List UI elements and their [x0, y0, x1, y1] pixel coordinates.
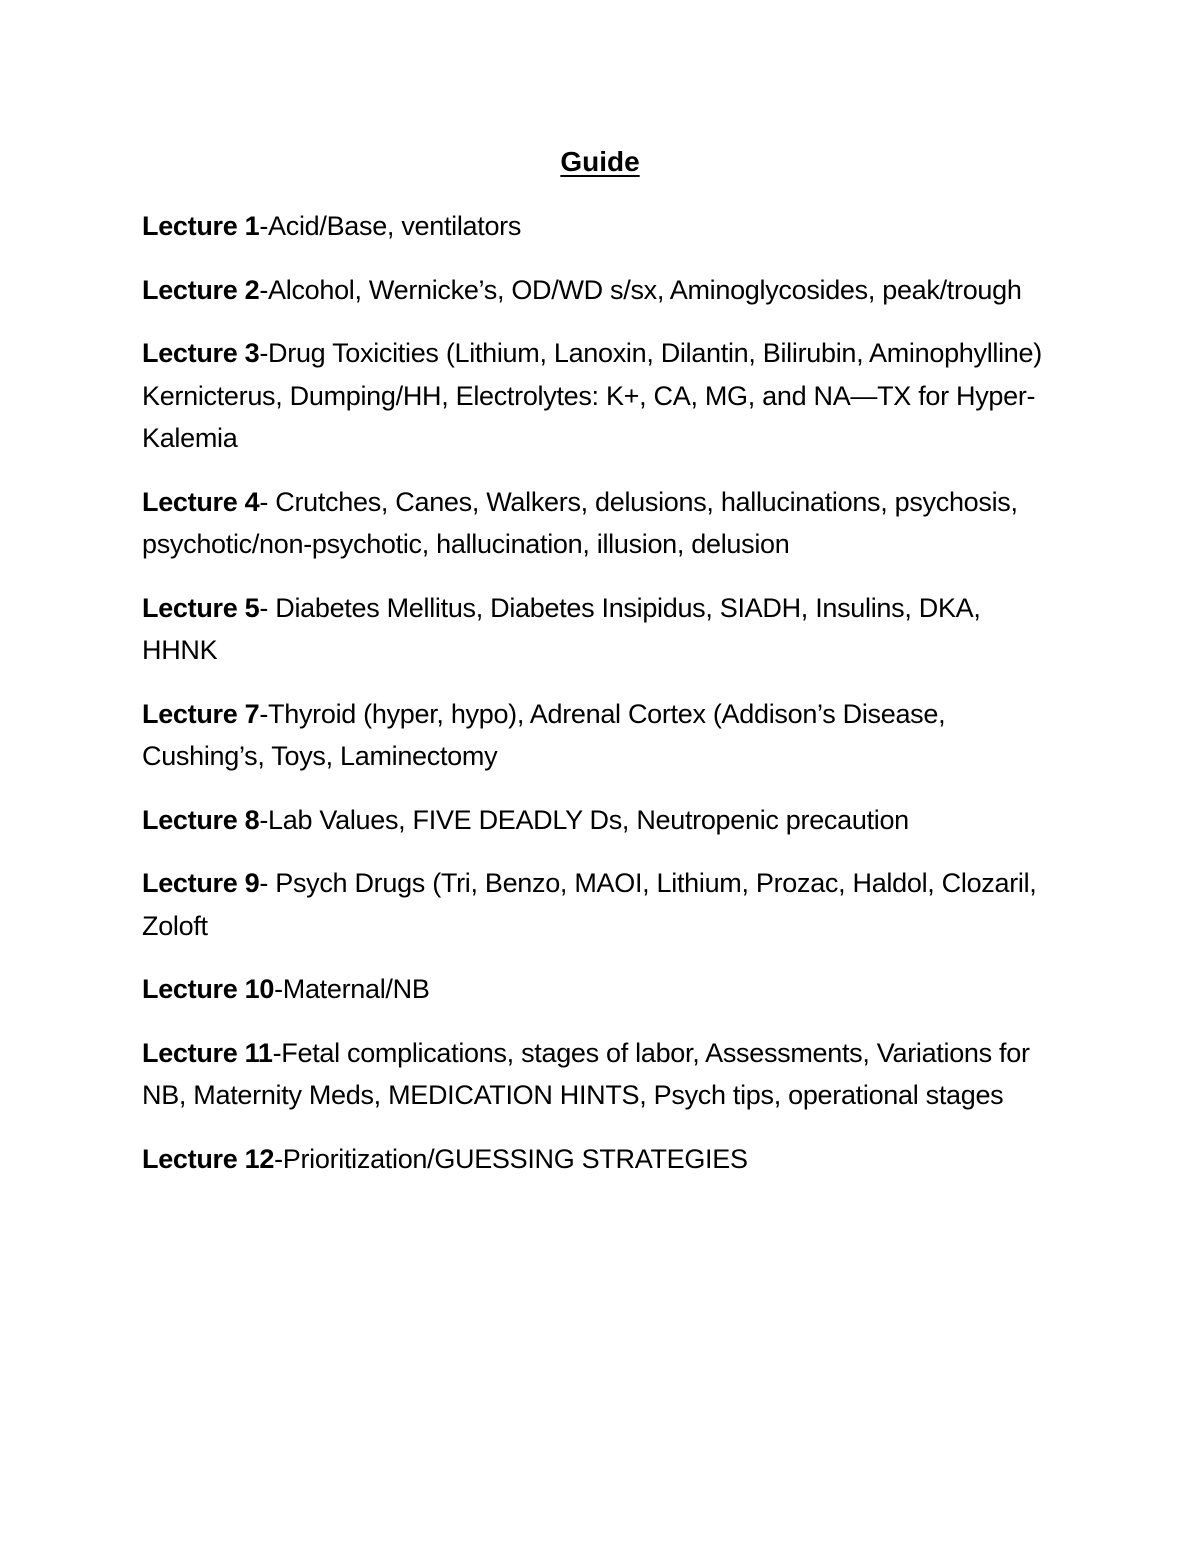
lecture-label: Lecture [142, 804, 238, 835]
lecture-topics: -Thyroid (hyper, hypo), Adrenal Cortex (Addison’s Disease, Cushing’s, Toys, Laminectomy [142, 698, 946, 771]
lecture-label: Lecture [142, 274, 238, 305]
lecture-number: 11 [244, 1037, 273, 1068]
lecture-number: 12 [244, 1143, 275, 1174]
lecture-item [142, 862, 1062, 947]
lecture-label: Lecture [142, 868, 238, 898]
lecture-label: Lecture [142, 1037, 238, 1068]
lecture-number: 2 [244, 274, 260, 305]
lecture-label: Lecture [142, 211, 238, 241]
lecture-topics: - Psych Drugs (Tri, Benzo, MAOI, Lithium, Prozac, Haldol, Clozaril, Zoloft [142, 868, 1037, 941]
lecture-number: 5 [244, 592, 260, 623]
lecture-topics: - Diabetes Mellitus, Diabetes Insipidus, SIADH, Insulins, DKA, HHNK [142, 592, 981, 665]
lecture-item [142, 968, 1062, 1011]
lecture-item [142, 799, 1062, 842]
lecture-topics: -Acid/Base, ventilators [259, 211, 522, 241]
lecture-topics: -Prioritization/GUESSING STRATEGIES [274, 1143, 748, 1174]
lecture-topics: -Fetal complications, stages of labor, Assessments, Variations for NB, Maternity Meds, MEDICATION HINTS, Psych tips, operational stages [142, 1037, 1030, 1110]
lecture-item [142, 205, 1062, 248]
lecture-number: 3 [244, 338, 260, 368]
lecture-item [142, 481, 1062, 566]
lecture-label: Lecture [142, 592, 238, 623]
lecture-list [142, 205, 1062, 1201]
lecture-item [142, 332, 1062, 460]
lecture-topics: -Lab Values, FIVE DEADLY Ds, Neutropenic precaution [259, 804, 909, 835]
lecture-item [142, 1138, 1062, 1181]
page-title: Guide [560, 146, 640, 177]
lecture-item [142, 587, 1062, 672]
lecture-number: 1 [244, 211, 260, 241]
lecture-label: Lecture [142, 974, 238, 1004]
lecture-topics: -Maternal/NB [274, 974, 430, 1004]
lecture-label: Lecture [142, 486, 238, 517]
lecture-label: Lecture [142, 1143, 238, 1174]
lecture-label: Lecture [142, 698, 238, 729]
lecture-number: 4 [244, 486, 260, 517]
lecture-topics: - Crutches, Canes, Walkers, delusions, hallucinations, psychosis, psychotic/non-psychotic, hallucination, illusion, delusion [142, 486, 1018, 559]
lecture-item [142, 1032, 1062, 1117]
lecture-item [142, 269, 1062, 312]
lecture-topics: -Drug Toxicities (Lithium, Lanoxin, Dilantin, Bilirubin, Aminophylline) Kernicterus, Dumping/HH, Electrolytes: K+, CA, MG, and NA—TX for Hyper-Kalemia [142, 338, 1042, 453]
lecture-item [142, 693, 1062, 778]
lecture-number: 7 [244, 698, 260, 729]
lecture-number: 9 [244, 868, 260, 898]
lecture-number: 10 [244, 974, 275, 1004]
lecture-number: 8 [244, 804, 260, 835]
lecture-label: Lecture [142, 338, 238, 368]
lecture-topics: -Alcohol, Wernicke’s, OD/WD s/sx, Aminoglycosides, peak/trough [259, 274, 1022, 305]
